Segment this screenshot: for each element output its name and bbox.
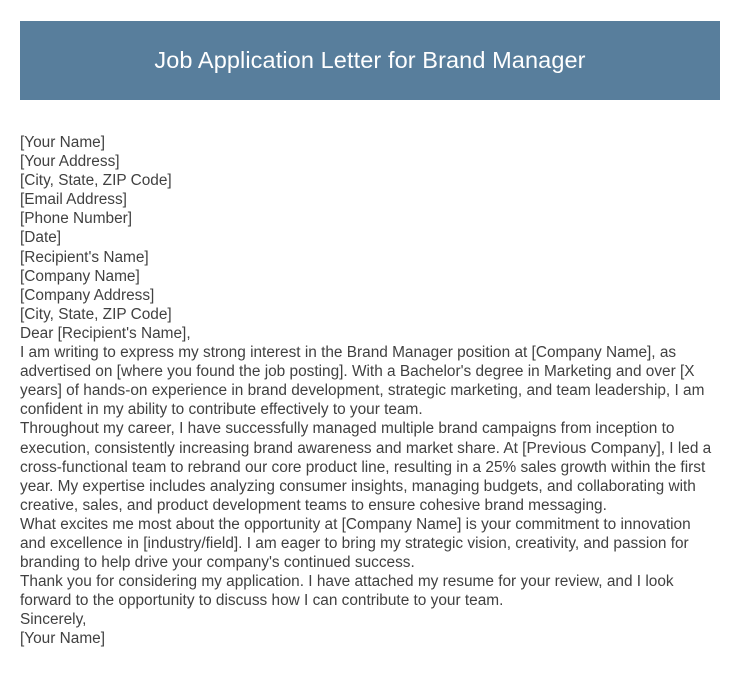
letter-paragraph-3: What excites me most about the opportunity at [Company Name] is your commitment to innovation and excellence in [industry/field]. I am eager to bring my strategic vision, creativity, and passion for branding to help drive your company's continued success. [20, 515, 691, 572]
recipient-company-line: [Company Name] [20, 267, 140, 285]
document-header-banner [20, 21, 720, 100]
sender-phone-line: [Phone Number] [20, 210, 133, 228]
letter-body [20, 133, 720, 649]
recipient-name-line: [Recipient's Name] [20, 248, 149, 266]
salutation-line: Dear [Recipient's Name], [20, 324, 191, 342]
recipient-city-state-zip-line: [City, State, ZIP Code] [20, 305, 172, 323]
sender-address-line: [Your Address] [20, 153, 120, 171]
date-line: [Date] [20, 229, 62, 247]
letter-paragraph-4: Thank you for considering my application. I have attached my resume for your review, and I look forward to the opportunity to discuss how I can contribute to your team. [20, 573, 674, 610]
sender-address-block [20, 133, 720, 228]
recipient-address-block [20, 248, 720, 324]
page-title: Job Application Letter for Brand Manager [154, 47, 586, 74]
letter-paragraph-1: I am writing to express my strong interest in the Brand Manager position at [Company Name], as advertised on [where you found the job posting]. With a Bachelor's degree in Marketing and over [X years] of hands-on experience in brand development, strategic marketing, and team leadership, I am confident in my ability to contribute effectively to your team. [20, 344, 705, 419]
sender-city-state-zip-line: [City, State, ZIP Code] [20, 172, 172, 190]
sender-email-line: [Email Address] [20, 191, 127, 209]
recipient-company-address-line: [Company Address] [20, 286, 155, 304]
closing-line: Sincerely, [20, 611, 87, 629]
letter-paragraph-2: Throughout my career, I have successfully managed multiple brand campaigns from inception to execution, consistently increasing brand awareness and market share. At [Previous Company], I led a cross-functional team to rebrand our core product line, resulting in a 25% sales growth within the first year. My expertise includes analyzing consumer insights, managing budgets, and collaborating with creative, sales, and product development teams to ensure cohesive brand messaging. [20, 420, 712, 514]
sender-name-line: [Your Name] [20, 134, 105, 151]
signature-line: [Your Name] [20, 630, 105, 648]
